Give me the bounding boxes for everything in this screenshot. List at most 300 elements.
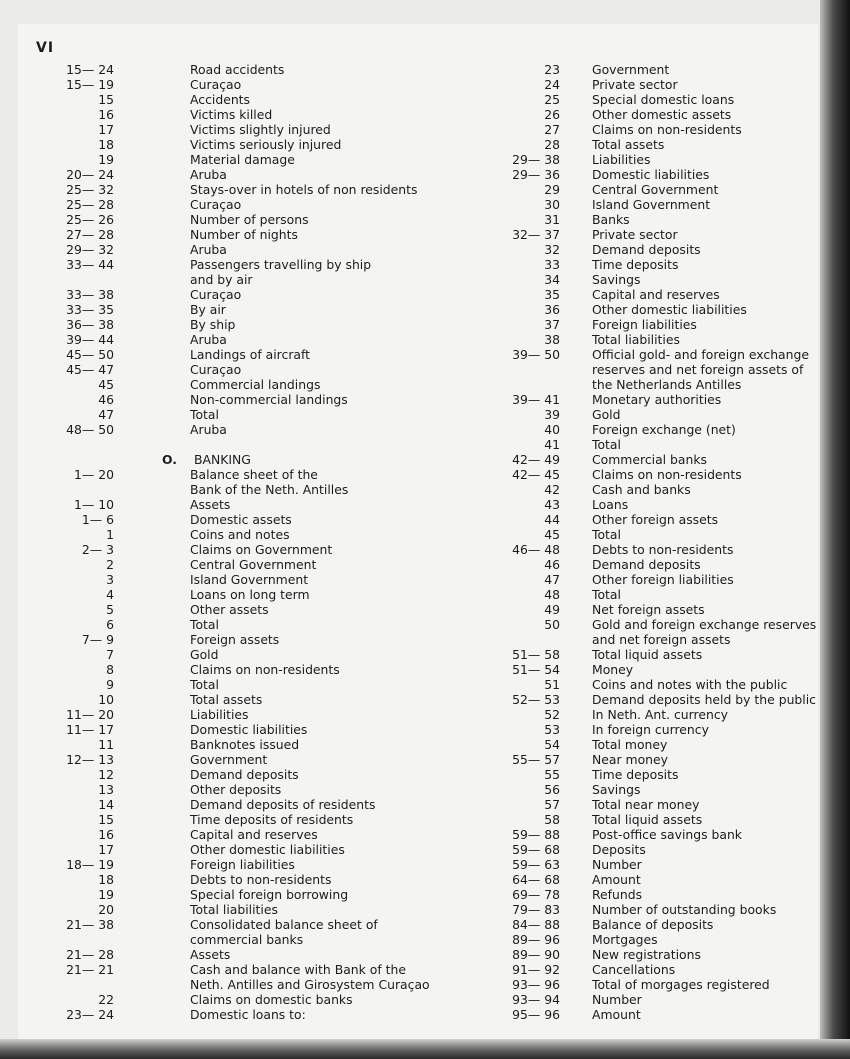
- index-entry: [36, 362, 436, 377]
- table-range: 45— 50: [66, 347, 114, 362]
- entry-label: Total: [592, 527, 621, 542]
- index-entry: [36, 62, 436, 77]
- entry-label: Private sector: [592, 227, 678, 242]
- index-entry: [490, 152, 830, 167]
- table-range: 55: [544, 767, 560, 782]
- index-entry: [490, 272, 830, 287]
- index-entry: [490, 482, 830, 497]
- entry-label: Total: [190, 677, 219, 692]
- table-range: 39— 41: [512, 392, 560, 407]
- table-range: 19: [98, 887, 114, 902]
- table-range: 18: [98, 872, 114, 887]
- entry-label: Foreign liabilities: [592, 317, 697, 332]
- index-entry: [36, 602, 436, 617]
- index-entry: [490, 107, 830, 122]
- index-entry: [36, 332, 436, 347]
- table-range: 20— 24: [66, 167, 114, 182]
- entry-label: Total: [592, 437, 621, 452]
- table-range: 53: [544, 722, 560, 737]
- table-range: 1— 6: [81, 512, 114, 527]
- table-range: 3: [106, 572, 114, 587]
- index-entry: [490, 722, 830, 737]
- table-range: 42— 49: [512, 452, 560, 467]
- entry-label: Total: [190, 407, 219, 422]
- table-range: 28: [544, 137, 560, 152]
- index-entry: [490, 542, 830, 557]
- index-entry: [490, 992, 830, 1007]
- entry-label: By ship: [190, 317, 236, 332]
- table-range: 44: [544, 512, 560, 527]
- entry-label: Central Government: [190, 557, 317, 572]
- index-entry: [490, 947, 830, 962]
- table-range: 79— 83: [512, 902, 560, 917]
- index-entry: [36, 977, 436, 992]
- entry-label: Claims on non-residents: [190, 662, 340, 677]
- entry-label: Special foreign borrowing: [190, 887, 349, 902]
- index-entry: [36, 797, 436, 812]
- entry-label: Gold: [190, 647, 219, 662]
- entry-label: Domestic liabilities: [190, 722, 308, 737]
- table-range: 25: [544, 92, 560, 107]
- index-entry: [36, 377, 436, 392]
- index-entry: [36, 392, 436, 407]
- index-entry: [36, 962, 436, 977]
- index-entry: [490, 962, 830, 977]
- entry-label: Total assets: [190, 692, 263, 707]
- entry-label: Debts to non-residents: [190, 872, 332, 887]
- index-entry: [36, 947, 436, 962]
- entry-label: Curaçao: [190, 197, 242, 212]
- entry-label: Mortgages: [592, 932, 658, 947]
- index-entry: [36, 227, 436, 242]
- entry-label: Demand deposits of residents: [190, 797, 376, 812]
- table-range: 15: [98, 812, 114, 827]
- table-range: 46— 48: [512, 542, 560, 557]
- entry-label: Victims seriously injured: [190, 137, 342, 152]
- index-entry: [36, 452, 436, 467]
- index-entry: [490, 212, 830, 227]
- entry-label: Balance of deposits: [592, 917, 714, 932]
- table-range: 32: [544, 242, 560, 257]
- table-range: 1— 20: [74, 467, 114, 482]
- index-entry: [36, 677, 436, 692]
- entry-label: Total: [592, 587, 621, 602]
- index-entry: [490, 167, 830, 182]
- index-entry: [36, 422, 436, 437]
- table-range: 69— 78: [512, 887, 560, 902]
- index-entry: [490, 527, 830, 542]
- entry-label: Domestic assets: [190, 512, 292, 527]
- index-entry: [36, 497, 436, 512]
- entry-label: Passengers travelling by ship: [190, 257, 372, 272]
- entry-label: Demand deposits: [592, 242, 701, 257]
- index-entry: [36, 572, 436, 587]
- entry-label: Landings of aircraft: [190, 347, 311, 362]
- index-entry: [36, 347, 436, 362]
- entry-label: Time deposits: [592, 767, 679, 782]
- table-range: 22: [98, 992, 114, 1007]
- index-entry: [490, 572, 830, 587]
- table-range: 57: [544, 797, 560, 812]
- index-entry: [36, 152, 436, 167]
- index-entry: [36, 617, 436, 632]
- index-entry: [490, 137, 830, 152]
- index-entry: [490, 662, 830, 677]
- entry-label: Amount: [592, 1007, 641, 1022]
- table-range: 18: [98, 137, 114, 152]
- table-range: 11— 17: [66, 722, 114, 737]
- index-entry: [36, 647, 436, 662]
- table-range: 21— 28: [66, 947, 114, 962]
- index-entry: [36, 707, 436, 722]
- index-entry: [490, 602, 830, 617]
- index-entry: [490, 902, 830, 917]
- entry-label: Refunds: [592, 887, 643, 902]
- index-entry: [490, 77, 830, 92]
- entry-label: Other domestic liabilities: [190, 842, 345, 857]
- index-entry: [490, 767, 830, 782]
- table-range: 47: [544, 572, 560, 587]
- index-entry: [490, 512, 830, 527]
- table-range: 59— 63: [512, 857, 560, 872]
- table-range: 36— 38: [66, 317, 114, 332]
- entry-label: Claims on non-residents: [592, 467, 742, 482]
- table-range: 14: [98, 797, 114, 812]
- entry-label: Curaçao: [190, 362, 242, 377]
- table-range: 29— 32: [66, 242, 114, 257]
- index-entry: [36, 197, 436, 212]
- entry-label: Other domestic liabilities: [592, 302, 747, 317]
- entry-label: Victims killed: [190, 107, 273, 122]
- entry-label: Total liabilities: [190, 902, 278, 917]
- table-range: 37: [544, 317, 560, 332]
- entry-label: Government: [190, 752, 268, 767]
- table-range: 40: [544, 422, 560, 437]
- index-entry: [36, 77, 436, 92]
- index-entry: [490, 92, 830, 107]
- index-entry: [490, 812, 830, 827]
- entry-label: Number of persons: [190, 212, 309, 227]
- entry-label: Coins and notes with the public: [592, 677, 788, 692]
- index-entry: [490, 302, 830, 317]
- entry-label: Other assets: [190, 602, 269, 617]
- index-entry: [36, 887, 436, 902]
- entry-label: Official gold- and foreign exchange: [592, 347, 809, 362]
- table-range: 4: [106, 587, 114, 602]
- table-range: 11— 20: [66, 707, 114, 722]
- table-range: 51— 54: [512, 662, 560, 677]
- index-entry: [490, 407, 830, 422]
- entry-label: Commercial banks: [592, 452, 707, 467]
- entry-label: Central Government: [592, 182, 719, 197]
- table-range: 51— 58: [512, 647, 560, 662]
- index-entry: [36, 587, 436, 602]
- entry-label: Aruba: [190, 242, 227, 257]
- entry-label: Assets: [190, 497, 231, 512]
- entry-label: Island Government: [592, 197, 711, 212]
- table-range: 33— 44: [66, 257, 114, 272]
- entry-label: Gold: [592, 407, 621, 422]
- index-entry: [490, 647, 830, 662]
- table-range: 93— 94: [512, 992, 560, 1007]
- index-entry: [490, 932, 830, 947]
- table-range: 12: [98, 767, 114, 782]
- index-entry: [36, 722, 436, 737]
- index-entry: [490, 752, 830, 767]
- table-range: 38: [544, 332, 560, 347]
- table-range: 45: [544, 527, 560, 542]
- entry-label: In foreign currency: [592, 722, 709, 737]
- index-entry: [36, 482, 436, 497]
- table-range: 95— 96: [512, 1007, 560, 1022]
- entry-label: Bank of the Neth. Antilles: [190, 482, 349, 497]
- table-range: 25— 28: [66, 197, 114, 212]
- entry-label: Curaçao: [190, 77, 242, 92]
- entry-label: Commercial landings: [190, 377, 321, 392]
- index-entry: [36, 692, 436, 707]
- table-range: 59— 68: [512, 842, 560, 857]
- table-range: 58: [544, 812, 560, 827]
- index-entry: [36, 557, 436, 572]
- entry-label: Government: [592, 62, 670, 77]
- table-range: 1— 10: [74, 497, 114, 512]
- table-range: 39: [544, 407, 560, 422]
- index-entry: [36, 92, 436, 107]
- table-range: 25— 26: [66, 212, 114, 227]
- entry-label: Total liabilities: [592, 332, 680, 347]
- index-entry: [490, 872, 830, 887]
- table-range: 23: [544, 62, 560, 77]
- index-entry: [36, 767, 436, 782]
- table-range: 89— 96: [512, 932, 560, 947]
- table-range: 8: [106, 662, 114, 677]
- index-entry: [36, 782, 436, 797]
- table-range: 16: [98, 827, 114, 842]
- index-entry: [36, 137, 436, 152]
- entry-label: Savings: [592, 272, 641, 287]
- index-entry: [490, 707, 830, 722]
- index-entry: [36, 512, 436, 527]
- table-range: 50: [544, 617, 560, 632]
- index-entry: [490, 362, 830, 377]
- index-entry: [490, 227, 830, 242]
- entry-label: Victims slightly injured: [190, 122, 331, 137]
- index-entry: [36, 632, 436, 647]
- table-range: 47: [98, 407, 114, 422]
- index-entry: [36, 167, 436, 182]
- index-entry: [490, 257, 830, 272]
- entry-label: Coins and notes: [190, 527, 290, 542]
- index-entry: [36, 302, 436, 317]
- index-entry: [36, 662, 436, 677]
- index-entry: [36, 437, 436, 452]
- table-range: 21— 21: [66, 962, 114, 977]
- entry-label: New registrations: [592, 947, 701, 962]
- index-entry: [490, 677, 830, 692]
- entry-label: and net foreign assets: [592, 632, 731, 647]
- index-entry: [490, 182, 830, 197]
- table-range: 52: [544, 707, 560, 722]
- entry-label: Capital and reserves: [592, 287, 720, 302]
- entry-label: Gold and foreign exchange reserves: [592, 617, 817, 632]
- entry-label: Number of nights: [190, 227, 298, 242]
- table-range: 31: [544, 212, 560, 227]
- entry-label: Total: [190, 617, 219, 632]
- table-range: 5: [106, 602, 114, 617]
- entry-label: Aruba: [190, 167, 227, 182]
- entry-label: Total assets: [592, 137, 665, 152]
- entry-label: Banknotes issued: [190, 737, 300, 752]
- index-entry: [36, 917, 436, 932]
- table-range: 41: [544, 437, 560, 452]
- entry-label: Liabilities: [190, 707, 249, 722]
- entry-label: Cash and banks: [592, 482, 691, 497]
- entry-label: Other deposits: [190, 782, 282, 797]
- index-entry: [490, 617, 830, 632]
- entry-label: Demand deposits held by the public: [592, 692, 816, 707]
- index-entry: [490, 317, 830, 332]
- entry-label: Demand deposits: [190, 767, 299, 782]
- entry-label: Material damage: [190, 152, 295, 167]
- index-entry: [36, 257, 436, 272]
- entry-label: Capital and reserves: [190, 827, 318, 842]
- index-entry: [490, 737, 830, 752]
- index-entry: [36, 842, 436, 857]
- index-entry: [490, 122, 830, 137]
- entry-label: Number: [592, 992, 642, 1007]
- section-letter: O.: [162, 452, 177, 467]
- entry-label: Private sector: [592, 77, 678, 92]
- table-range: 33— 35: [66, 302, 114, 317]
- index-entry: [36, 737, 436, 752]
- entry-label: Claims on Government: [190, 542, 333, 557]
- index-entry: [36, 872, 436, 887]
- entry-label: Claims on domestic banks: [190, 992, 353, 1007]
- index-entry: [36, 242, 436, 257]
- entry-label: BANKING: [194, 452, 251, 467]
- table-range: 29: [544, 182, 560, 197]
- table-range: 20: [98, 902, 114, 917]
- index-entry: [36, 407, 436, 422]
- index-entry: [490, 557, 830, 572]
- index-entry: [490, 332, 830, 347]
- index-entry: [36, 542, 436, 557]
- entry-label: Total money: [592, 737, 668, 752]
- entry-label: Loans on long term: [190, 587, 310, 602]
- entry-label: Domestic loans to:: [190, 1007, 306, 1022]
- index-entry: [490, 452, 830, 467]
- entry-label: Amount: [592, 872, 641, 887]
- index-entry: [490, 587, 830, 602]
- entry-label: Foreign assets: [190, 632, 280, 647]
- index-entry: [490, 797, 830, 812]
- entry-label: Aruba: [190, 422, 227, 437]
- table-range: 42— 45: [512, 467, 560, 482]
- index-entry: [490, 347, 830, 362]
- index-entry: [36, 1007, 436, 1022]
- table-range: 15— 19: [66, 77, 114, 92]
- entry-label: Number of outstanding books: [592, 902, 777, 917]
- entry-label: Cancellations: [592, 962, 676, 977]
- index-entry: [490, 1007, 830, 1022]
- table-range: 43: [544, 497, 560, 512]
- table-range: 9: [106, 677, 114, 692]
- entry-label: Stays-over in hotels of non residents: [190, 182, 418, 197]
- entry-label: Foreign liabilities: [190, 857, 295, 872]
- table-range: 17: [98, 122, 114, 137]
- table-range: 64— 68: [512, 872, 560, 887]
- table-range: 36: [544, 302, 560, 317]
- index-entry: [490, 62, 830, 77]
- table-range: 48— 50: [66, 422, 114, 437]
- table-range: 56: [544, 782, 560, 797]
- entry-label: Assets: [190, 947, 231, 962]
- entry-label: Number: [592, 857, 642, 872]
- right-column: [490, 62, 830, 1022]
- table-range: 15: [98, 92, 114, 107]
- entry-label: Total liquid assets: [592, 647, 703, 662]
- table-range: 52— 53: [512, 692, 560, 707]
- table-range: 45: [98, 377, 114, 392]
- entry-label: Aruba: [190, 332, 227, 347]
- entry-label: Money: [592, 662, 634, 677]
- index-entry: [490, 437, 830, 452]
- entry-label: Foreign exchange (net): [592, 422, 736, 437]
- table-range: 16: [98, 107, 114, 122]
- entry-label: Neth. Antilles and Girosystem Curaçao: [190, 977, 430, 992]
- table-range: 35: [544, 287, 560, 302]
- index-entry: [490, 842, 830, 857]
- entry-label: Balance sheet of the: [190, 467, 318, 482]
- entry-label: Road accidents: [190, 62, 285, 77]
- entry-label: Demand deposits: [592, 557, 701, 572]
- table-range: 21— 38: [66, 917, 114, 932]
- index-entry: [490, 857, 830, 872]
- table-range: 59— 88: [512, 827, 560, 842]
- entry-label: Deposits: [592, 842, 646, 857]
- table-range: 51: [544, 677, 560, 692]
- table-range: 7: [106, 647, 114, 662]
- table-range: 91— 92: [512, 962, 560, 977]
- table-range: 11: [98, 737, 114, 752]
- table-range: 89— 90: [512, 947, 560, 962]
- table-range: 1: [106, 527, 114, 542]
- table-range: 15— 24: [66, 62, 114, 77]
- entry-label: Liabilities: [592, 152, 651, 167]
- entry-label: Total liquid assets: [592, 812, 703, 827]
- entry-label: Total near money: [592, 797, 700, 812]
- index-entry: [36, 992, 436, 1007]
- index-entry: [490, 287, 830, 302]
- entry-label: Monetary authorities: [592, 392, 722, 407]
- index-entry: [490, 497, 830, 512]
- entry-label: Other foreign assets: [592, 512, 719, 527]
- table-range: 24: [544, 77, 560, 92]
- index-entry: [36, 827, 436, 842]
- index-entry: [36, 812, 436, 827]
- table-range: 12— 13: [66, 752, 114, 767]
- index-entry: [490, 197, 830, 212]
- entry-label: the Netherlands Antilles: [592, 377, 742, 392]
- table-range: 27: [544, 122, 560, 137]
- entry-label: Curaçao: [190, 287, 242, 302]
- entry-label: Savings: [592, 782, 641, 797]
- table-range: 55— 57: [512, 752, 560, 767]
- entry-label: Claims on non-residents: [592, 122, 742, 137]
- index-entry: [490, 827, 830, 842]
- index-entry: [36, 272, 436, 287]
- entry-label: commercial banks: [190, 932, 304, 947]
